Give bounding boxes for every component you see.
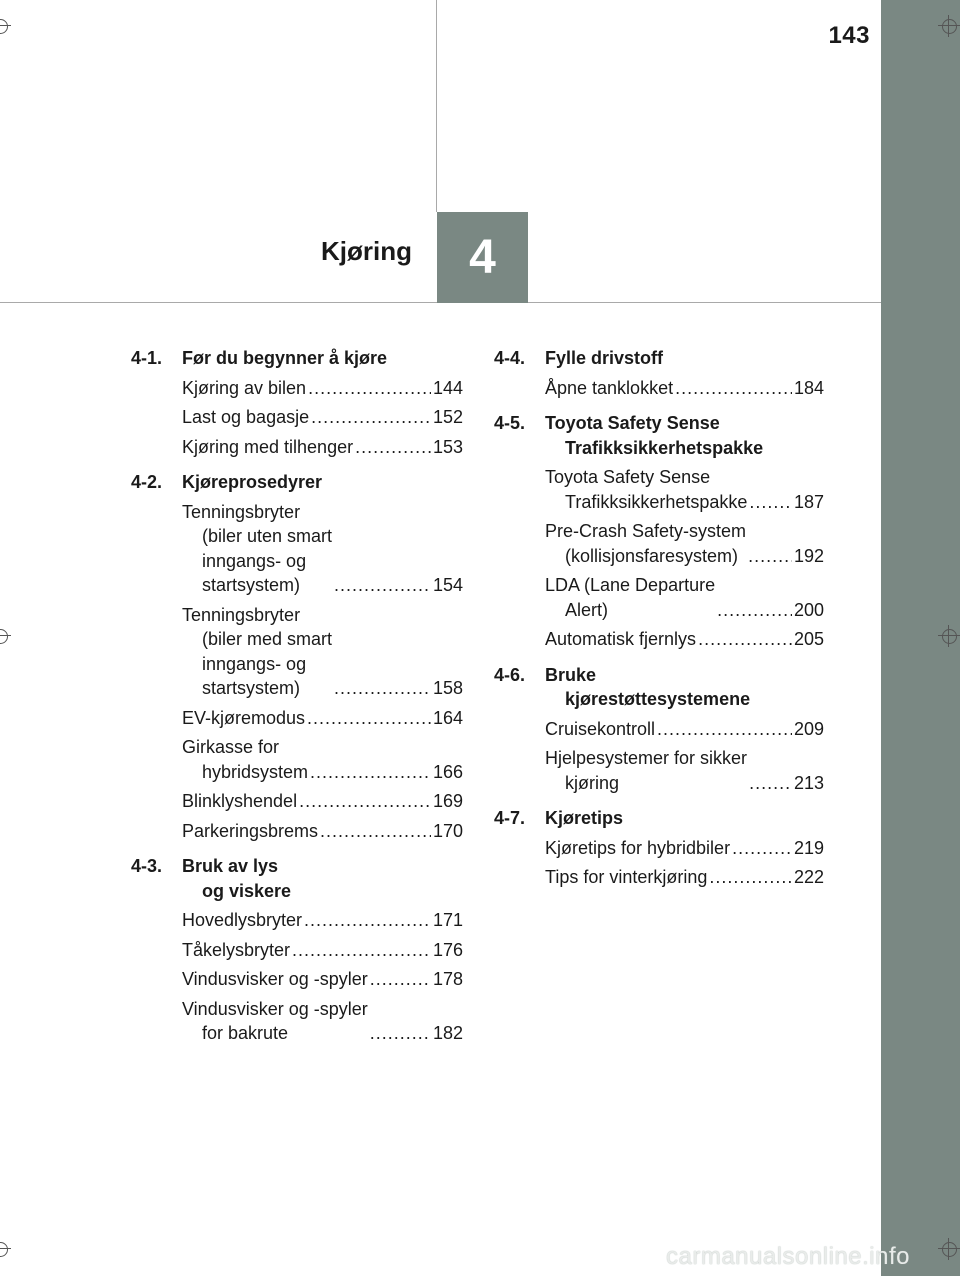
entry-page-number: 154 [432,575,463,595]
section-title-line: Bruk av lys [182,856,279,876]
dot-leader [320,819,431,844]
entry-label-line: Tips for vinterkjøring [545,867,708,887]
chapter-number-box [437,212,528,303]
entry-label-line: Hjelpesystemer for sikker [545,748,748,768]
toc-entry[interactable] [182,435,463,460]
section-number: 4-2. [131,472,163,492]
entry-label-line: Vindusvisker og -spyler [182,969,368,989]
entry-label-line: Åpne tanklokket [545,377,674,398]
dot-leader [748,544,792,569]
dot-leader [717,598,792,623]
entry-label-line: hybridsystem [202,761,309,782]
entry-label [182,789,297,814]
chapter-title: Kjøring [321,236,412,266]
section-title [545,806,824,831]
section-number: 4-7. [494,808,526,828]
entry-page-number: 200 [793,599,824,620]
section-title [182,470,463,495]
dot-leader [311,405,431,430]
entry-label [182,376,306,401]
toc-entry[interactable] [545,746,824,795]
section-number: 4-3. [131,856,163,876]
dot-leader [709,865,792,890]
crop-mark-icon [938,625,960,647]
entry-label-line: (biler med smart [202,629,333,649]
toc-entry[interactable] [545,717,824,742]
entry-label [545,376,673,401]
entry-page-number: 169 [432,791,463,811]
entry-label [545,746,747,795]
entry-label-line: inngangs- og [202,653,307,674]
crop-mark-icon [0,625,11,647]
toc-section-heading [131,854,463,903]
dot-leader [749,490,792,515]
toc-entry[interactable] [182,819,463,844]
header-vertical-rule [436,0,437,212]
dot-leader [292,938,431,963]
section-spacer [131,1051,463,1057]
entry-label-line: Tenningsbryter [182,501,301,522]
toc-entry[interactable] [182,997,463,1046]
entry-page-number: 153 [432,436,463,457]
dot-leader [749,771,792,796]
entry-label [182,997,368,1046]
toc-entry[interactable] [545,836,824,861]
entry-label-line: Vindusvisker og -spyler [182,998,368,1019]
entry-label-line: inngangs- og [202,550,307,571]
entry-page-number: 184 [793,377,824,398]
section-title [182,854,463,903]
section-number: 4-1. [131,348,163,368]
section-title-line: Før du begynner å kjøre [182,348,388,368]
entry-label [182,603,332,701]
toc-left-column [131,346,463,1057]
toc-section-heading [131,470,463,495]
dot-leader [698,627,792,652]
entry-label [545,717,655,742]
entry-label [545,836,730,861]
entry-label-line: Tenningsbryter [182,604,301,625]
entry-label-line: kjøring [565,772,620,793]
entry-page-number: 192 [793,545,824,566]
section-title-line: Fylle drivstoff [545,348,664,368]
entry-label [182,435,353,460]
section-title [182,346,463,371]
entry-label-line: (kollisjonsfaresystem) [565,545,739,566]
entry-label-line: Alert) [565,599,609,620]
section-number: 4-5. [494,413,526,433]
toc-right-column [494,346,824,901]
entry-label-line: EV-kjøremodus [182,707,306,728]
section-title [545,411,824,460]
entry-label-line: Tåkelysbryter [182,939,291,960]
entry-label-line: Kjøring med tilhenger [182,436,354,457]
crop-mark-icon [938,15,960,37]
entry-page-number: 182 [432,1023,463,1043]
entry-page-number: 187 [793,491,824,512]
dot-leader [334,573,431,598]
watermark: carmanualsonline.info [666,1243,910,1270]
section-title-line: Toyota Safety Sense [545,413,720,433]
toc-entry[interactable] [182,938,463,963]
entry-label-line: Blinklyshendel [182,791,298,811]
entry-label-line: Last og bagasje [182,407,310,427]
dot-leader [370,967,431,992]
toc-section-heading [494,663,824,712]
entry-page-number: 209 [793,718,824,739]
entry-label-line: Pre-Crash Safety-system [545,521,747,541]
dot-leader [310,760,431,785]
entry-label [182,819,318,844]
section-title-line: Bruke [545,664,597,685]
entry-label [182,967,368,992]
entry-label [182,735,308,784]
entry-label-line: Cruisekontroll [545,718,656,739]
entry-label [182,706,305,731]
entry-label [545,465,747,514]
toc-entry[interactable] [182,706,463,731]
entry-page-number: 219 [793,837,824,858]
page-number: 143 [828,22,870,49]
entry-label-line: Trafikksikkerhetspakke [565,491,748,512]
entry-page-number: 205 [793,629,824,649]
entry-page-number: 222 [793,867,824,887]
toc-entry[interactable] [545,865,824,890]
dot-leader [657,717,792,742]
toc-entry[interactable] [182,735,463,784]
section-title-line: Trafikksikkerhetspakke [565,437,764,458]
toc-entry[interactable] [182,967,463,992]
section-title-line: Kjøreprosedyrer [182,472,323,492]
dot-leader [732,836,792,861]
section-title-line: kjørestøttesystemene [565,689,751,709]
entry-page-number: 158 [432,678,463,698]
toc-entry[interactable] [182,405,463,430]
entry-page-number: 171 [432,910,463,930]
entry-page-number: 170 [432,820,463,841]
entry-label-line: startsystem) [202,575,301,595]
toc-entry[interactable] [545,627,824,652]
entry-label-line: Girkasse for [182,737,280,757]
entry-page-number: 152 [432,407,463,427]
toc-section-heading [494,346,824,371]
chapter-number: 4 [469,231,496,284]
section-title [545,346,824,371]
entry-page-number: 166 [432,761,463,782]
dot-leader [299,789,431,814]
entry-page-number: 144 [432,377,463,398]
dot-leader [307,706,431,731]
entry-label-line: Hovedlysbryter [182,910,303,930]
toc-entry[interactable] [545,465,824,514]
dot-leader [308,376,431,401]
section-number: 4-4. [494,348,526,368]
entry-label [545,573,715,622]
entry-label [182,908,302,933]
toc-entry[interactable] [182,376,463,401]
entry-page-number: 213 [793,772,824,793]
toc-entry[interactable] [545,519,824,568]
entry-label-line: LDA (Lane Departure [545,575,716,595]
entry-label [182,938,290,963]
dot-leader [355,435,431,460]
toc-entry[interactable] [545,376,824,401]
entry-label [545,627,696,652]
entry-label-line: Toyota Safety Sense [545,467,711,487]
toc-entry[interactable] [182,500,463,598]
dot-leader [370,1021,431,1046]
entry-label-line: Parkeringsbrems [182,820,319,841]
entry-label-line: Automatisk fjernlys [545,629,697,649]
toc-section-heading [494,411,824,460]
entry-label-line: startsystem) [202,678,301,698]
entry-label-line: (biler uten smart [202,526,333,546]
entry-label [182,405,309,430]
dot-leader [334,676,431,701]
section-title-line: og viskere [202,880,292,901]
entry-label-line: Kjøring av bilen [182,377,307,398]
section-title [545,663,824,712]
entry-label [182,500,332,598]
section-number: 4-6. [494,664,526,685]
entry-label [545,865,707,890]
toc-entry[interactable] [182,908,463,933]
crop-mark-icon [0,1238,11,1260]
toc-section-heading [131,346,463,371]
section-title-line: Kjøretips [545,808,624,828]
section-spacer [494,895,824,901]
entry-page-number: 164 [432,707,463,728]
dot-leader [675,376,792,401]
entry-label [545,519,746,568]
toc-section-heading [494,806,824,831]
toc-entry[interactable] [182,789,463,814]
entry-page-number: 176 [432,939,463,960]
crop-mark-icon [0,15,11,37]
entry-page-number: 178 [432,969,463,989]
entry-label-line: for bakrute [202,1023,289,1043]
toc-entry[interactable] [182,603,463,701]
entry-label-line: Kjøretips for hybridbiler [545,837,731,858]
dot-leader [304,908,431,933]
toc-entry[interactable] [545,573,824,622]
